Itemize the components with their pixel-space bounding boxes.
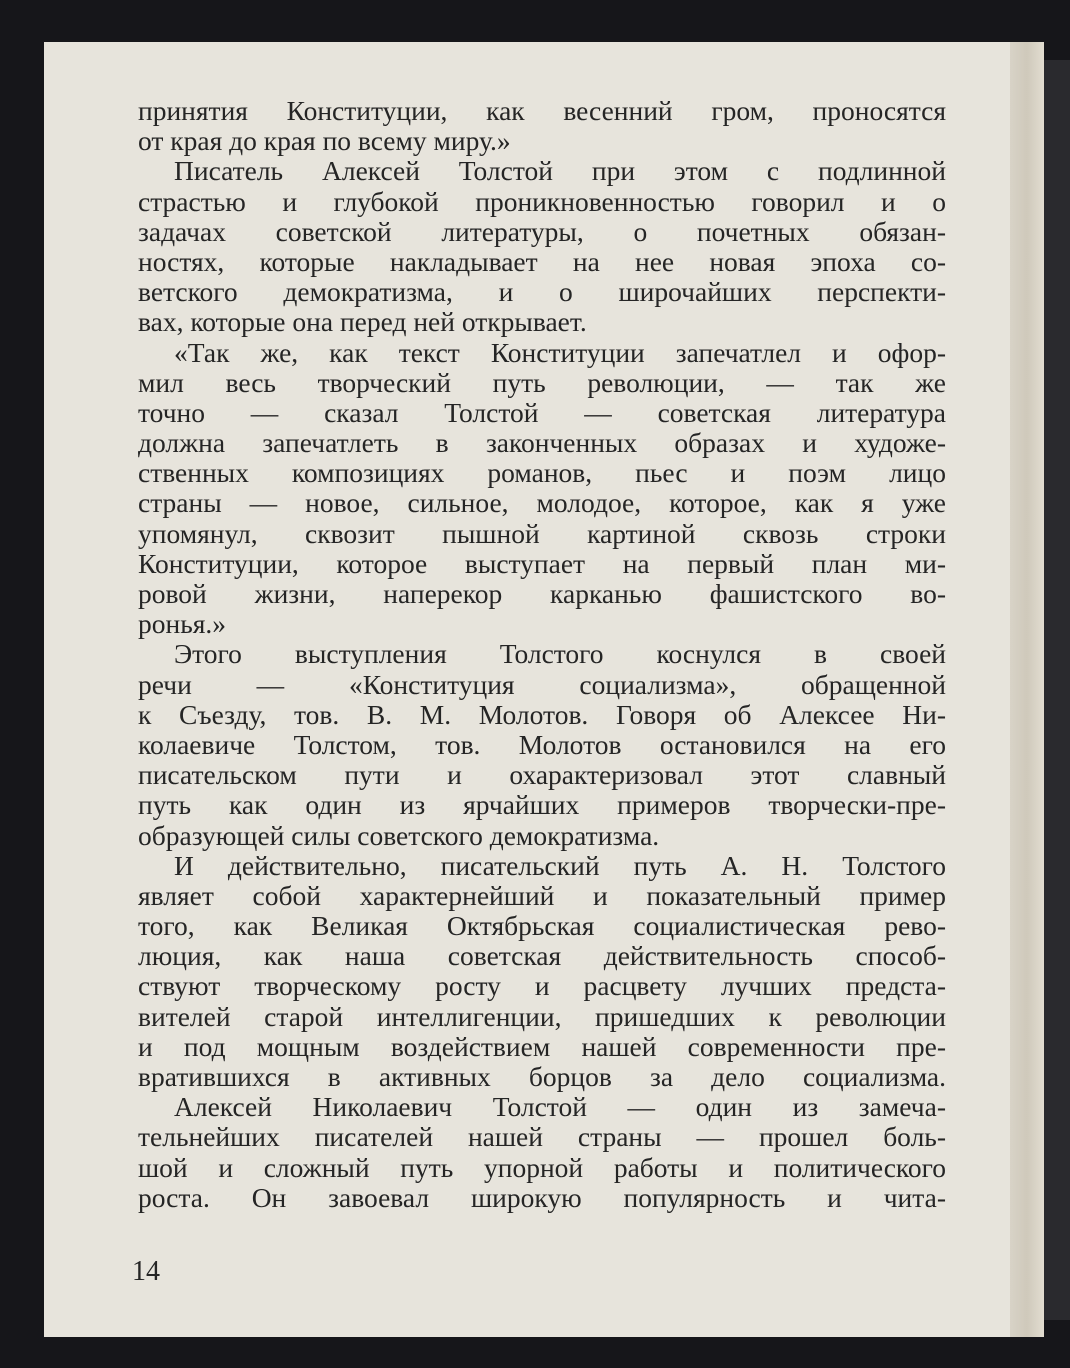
text-line: вителей старой интеллигенции, пришедших к революции — [138, 1000, 946, 1032]
text-line: задачах советской литературы, о почетных обязан- — [138, 215, 946, 247]
adjacent-page-edge — [1044, 60, 1070, 1320]
text-line: должна запечатлеть в законченных образах и художе- — [138, 427, 946, 459]
text-line: точно — сказал Толстой — советская литература — [138, 396, 946, 428]
text-line: и под мощным воздействием нашей современности пре- — [138, 1030, 946, 1062]
text-line: ровой жизни, наперекор карканью фашистского во- — [138, 578, 946, 609]
text-line: шой и сложный путь упорной работы и политического — [138, 1151, 946, 1183]
text-line: путь как один из ярчайших примеров творчески-пре- — [138, 789, 946, 821]
text-line: И действительно, писательский путь А. Н. Толстого — [174, 849, 946, 881]
text-line: страны — новое, сильное, молодое, которое, как я уже — [138, 487, 946, 519]
text-line: ветского демократизма, и о широчайших перспекти- — [138, 276, 946, 308]
text-line: ностях, которые накладывает на нее новая эпоха со- — [138, 245, 946, 277]
text-line: вратившихся в активных борцов за дело социализма. — [138, 1061, 946, 1092]
text-line: принятия Конституции, как весенний гром, проносятся — [138, 95, 946, 126]
page-text — [138, 96, 946, 1213]
text-line: писательском пути и охарактеризовал этот славный — [138, 759, 946, 791]
text-line: роста. Он завоевал широкую популярность и чита- — [138, 1181, 946, 1213]
text-line: люция, как наша советская действительность способ- — [138, 940, 946, 972]
text-line: того, как Великая Октябрьская социалистическая рево- — [138, 910, 946, 942]
page-number: 14 — [132, 1256, 160, 1287]
text-line: являет собой характернейший и показательный пример — [138, 879, 946, 911]
text-line: Конституции, которое выступает на первый план ми- — [138, 547, 946, 579]
book-gutter — [1010, 42, 1044, 1337]
text-line: ственных композициях романов, пьес и поэм лицо — [138, 457, 946, 489]
text-line: Этого выступления Толстого коснулся в своей — [174, 638, 946, 670]
text-line: тельнейших писателей нашей страны — прошел боль- — [138, 1121, 946, 1153]
text-line: мил весь творческий путь революции, — так же — [138, 366, 946, 398]
text-line: упомянул, сквозит пышной картиной сквозь строки — [138, 517, 946, 549]
text-line: речи — «Конституция социализма», обращенной — [138, 668, 946, 700]
text-line: Алексей Николаевич Толстой — один из замеча- — [174, 1091, 946, 1123]
text-line: страстью и глубокой проникновенностью говорил и о — [138, 185, 946, 217]
text-line: колаевиче Толстом, тов. Молотов остановился на его — [138, 728, 946, 760]
text-line: ронья.» — [138, 608, 227, 640]
text-line: образующей силы советского демократизма. — [138, 819, 660, 851]
text-line: ствуют творческому росту и расцвету лучших предста- — [138, 970, 946, 1002]
text-line: вах, которые она перед ней открывает. — [138, 306, 587, 338]
text-line: к Съезду, тов. В. М. Молотов. Говоря об Алексее Ни- — [138, 698, 946, 730]
text-line: от края до края по всему миру.» — [138, 125, 511, 157]
text-line: «Так же, как текст Конституции запечатлел и офор- — [174, 336, 946, 368]
text-line: Писатель Алексей Толстой при этом с подлинной — [174, 155, 946, 187]
